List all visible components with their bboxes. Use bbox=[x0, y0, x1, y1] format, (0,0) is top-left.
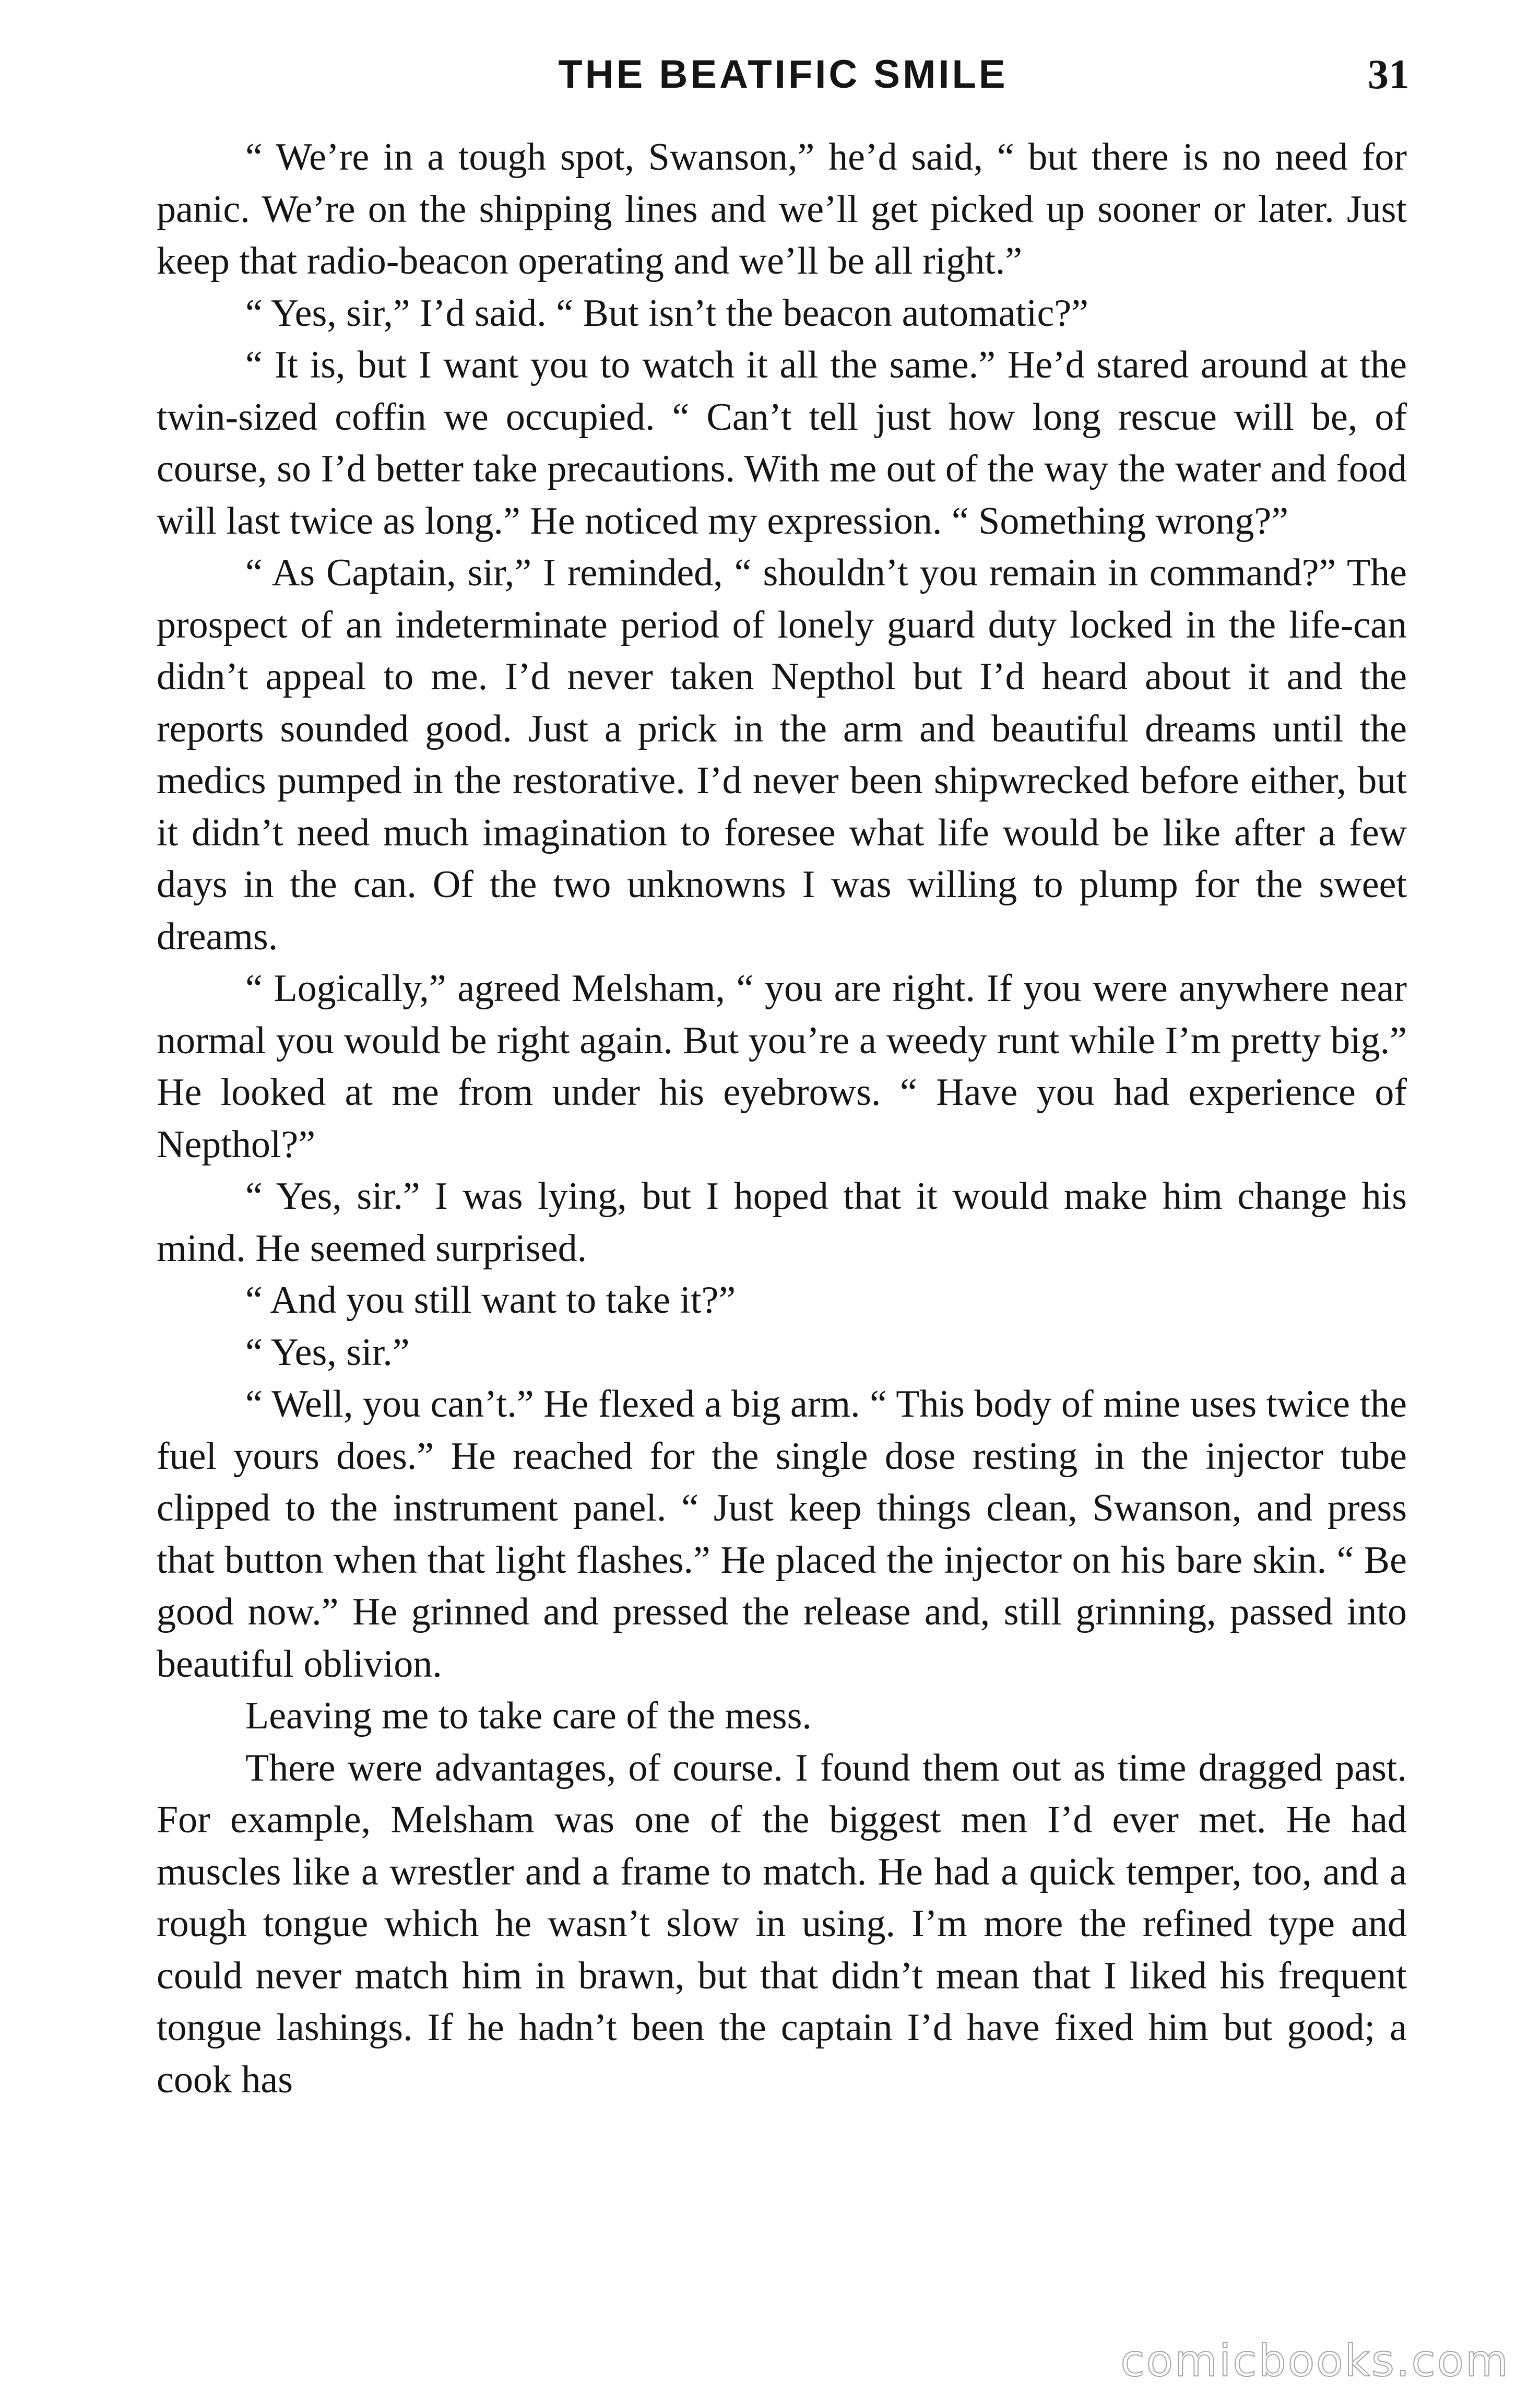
paragraph: “ Well, you can’t.” He flexed a big arm. “ This body of mine uses twice the fuel yours does.” He reached for the single dose resting in the injector tube clipped to the instrument panel. “ Just keep things clean, Swanson, and press that button when that light flashes.” He placed the injector on his bare skin. “ Be good now.” He grinned and pressed the release and, still grinning, passed into beautiful oblivion. bbox=[157, 1383, 1407, 1686]
paragraph: There were advantages, of course. I found them out as time dragged past. For example, Melsham was one of the biggest men I’d ever met. He had muscles like a wrestler and a frame to match. He had a quick temper, too, and a rough tongue which he wasn’t slow in using. I’m more the refined type and could never match him in brawn, but that didn’t mean that I liked his frequent tongue lashings. If he hadn’t been the captain I’d have fixed him but good; a cook has bbox=[157, 1746, 1407, 2101]
chapter-title: THE BEATIFIC SMILE bbox=[558, 52, 1008, 97]
paragraph: “ As Captain, sir,” I reminded, “ shouldn’t you remain in command?” The prospect of an indeterminate period of lonely guard duty locked in the life-can didn’t appeal to me. I’d never taken Nepthol but I’d heard about it and the reports sounded good. Just a prick in the arm and beautiful dreams until the medics pumped in the restorative. I’d never been shipwrecked before either, but it didn’t need much imagination to foresee what life would be like after a few days in the can. Of the two unknowns I was willing to plump for the sweet dreams. bbox=[157, 551, 1407, 958]
paragraph: “ Yes, sir.” I was lying, but I hoped that it would make him change his mind. He seemed surprised. bbox=[157, 1175, 1407, 1270]
page-number: 31 bbox=[1368, 52, 1409, 98]
paragraph: “ Logically,” agreed Melsham, “ you are right. If you were anywhere near normal you would be right again. But you’re a weedy runt while I’m pretty big.” He looked at me from under his eyebrows. “ Have you had experience of Nepthol?” bbox=[157, 967, 1407, 1166]
paragraph: Leaving me to take care of the mess. bbox=[245, 1694, 812, 1737]
paragraph: “ It is, but I want you to watch it all the same.” He’d stared around at the twin-sized coffin we occupied. “ Can’t tell just how long rescue will be, of course, so I’d better take precautions. With me out of the way the water and food will last twice as long.” He noticed my expression. “ Something wrong?” bbox=[157, 344, 1407, 543]
running-head bbox=[157, 46, 1409, 103]
site-watermark: comicbooks.com bbox=[1120, 2335, 1510, 2386]
paragraph: “ Yes, sir.” bbox=[245, 1330, 410, 1374]
paragraph: “ Yes, sir,” I’d said. “ But isn’t the beacon automatic?” bbox=[245, 291, 1089, 335]
paragraph: “ And you still want to take it?” bbox=[245, 1279, 736, 1322]
paragraph: “ We’re in a tough spot, Swanson,” he’d said, “ but there is no need for panic. We’re on the shipping lines and we’ll get picked up sooner or later. Just keep that radio-beacon operating and we’ll be all right.” bbox=[157, 136, 1407, 282]
body-text bbox=[157, 132, 1407, 2106]
